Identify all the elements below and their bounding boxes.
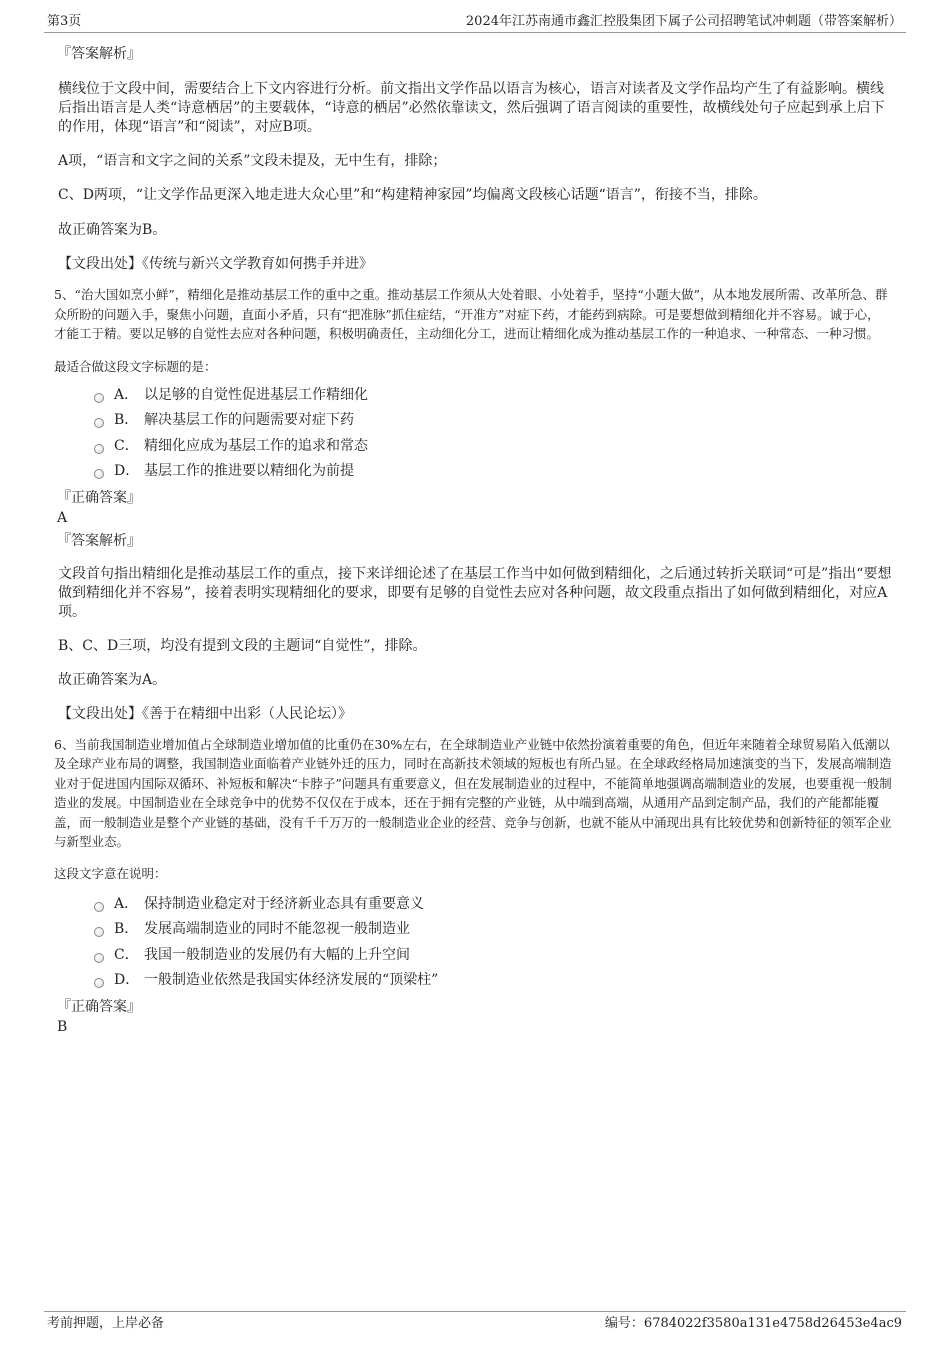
document-code: 编号：6784022f3580a131e4758d26453e4ac9 [604,1316,902,1331]
analysis-conclusion: 故正确答案为B。 [58,222,167,238]
option-a[interactable]: A． 保持制造业稳定对于经济新业态具有重要意义 [94,892,896,918]
analysis-point-bcd: B、C、D三项，均没有提到文段的主题词“自觉性”，排除。 [58,637,427,654]
correct-answer-label: 『正确答案』 [57,998,141,1015]
radio-icon[interactable] [94,469,104,479]
source-citation: 【文段出处】《善于在精细中出彩（人民论坛）》 [58,705,352,722]
option-label: 发展高端制造业的同时不能忽视一般制造业 [144,921,410,937]
radio-icon[interactable] [94,393,104,403]
analysis-label: 『答案解析』 [57,532,141,549]
document-title: 2024年江苏南通市鑫汇控股集团下属子公司招聘笔试冲刺题（带答案解析） [465,14,902,29]
option-label: 精细化应成为基层工作的追求和常态 [144,437,368,454]
source-citation: 【文段出处】《传统与新兴文学教育如何携手并进》 [58,256,373,272]
option-label: 以足够的自觉性促进基层工作精细化 [144,386,368,403]
option-b[interactable]: B． 发展高端制造业的同时不能忽视一般制造业 [94,917,896,943]
page-number: 第3页 [47,14,82,29]
page-footer [44,1311,906,1332]
question-5-text: 5、“治大国如烹小鲜”，精细化是推动基层工作的重中之重。推动基层工作须从大处着眼、小处着手，坚持“小题大做”，从本地发展所需、改革所急、群众所盼的问题入手，聚焦小问题，直面小矛盾，只有“把准脉”抓住症结，“开准方”对症下药，才能药到病除。可是要想做到精细化并不容易。诚于心，才能工于精。要以足够的自觉性去应对各种问题，积极明确责任，主动细化分工，进而让精细化成为推动基层工作的一种追求、一种常态、一种习惯。 [54,287,888,341]
radio-icon[interactable] [94,978,104,988]
option-label: 一般制造业依然是我国实体经济发展的“顶梁柱” [144,972,439,988]
option-d[interactable]: D． 一般制造业依然是我国实体经济发展的“顶梁柱” [94,968,896,994]
question-6-text: 6、当前我国制造业增加值占全球制造业增加值的比重仍在30%左右，在全球制造业产业链中依然扮演着重要的角色，但近年来随着全球贸易陷入低潮以及全球产业布局的调整，我国制造业面临着产业链外迁的压力，同时在高新技术领域的短板也有所凸显。在全球政经格局加速演变的当下，发展高端制造业对于促进国内国际双循环、补短板和解决“卡脖子”问题具有重要意义，但在发展制造业的过程中，不能简单地强调高端制造业的发展，也要重视一般制造业的发展。中国制造业在全球竞争中的优势不仅仅在于成本，还在于拥有完整的产业链，从中端到高端，从通用产品到定制产品，我们的产能都能覆盖，而一般制造业是整个产业链的基础，没有千千万万的一般制造业企业的经营、竞争与创新，也就不能从中涌现出具有比较优势和创新特征的领军企业与新型业态。 [54,736,892,849]
question-5-stem: 最适合做这段文字标题的是： [54,358,217,374]
option-label: 保持制造业稳定对于经济新业态具有重要意义 [144,895,424,912]
option-label: 基层工作的推进要以精细化为前提 [144,463,354,479]
question-5-options [94,383,896,485]
radio-icon[interactable] [94,953,104,963]
option-a[interactable]: A． 以足够的自觉性促进基层工作精细化 [94,383,896,409]
analysis-conclusion: 故正确答案为A。 [58,671,167,688]
option-label: 我国一般制造业的发展仍有大幅的上升空间 [144,946,410,963]
radio-icon[interactable] [94,444,104,454]
page-header [44,12,906,33]
analysis-point-cd: C、D两项，“让文学作品更深入地走进大众心里”和“构建精神家园”均偏离文段核心话题“语言”，衔接不当，排除。 [58,187,767,203]
question-6-stem: 这段文字意在说明： [54,865,167,881]
correct-answer: B [57,1018,68,1035]
document-content [54,44,896,1036]
correct-answer: A [57,509,68,526]
analysis-label: 『答案解析』 [57,46,141,62]
radio-icon[interactable] [94,418,104,428]
option-c[interactable]: C． 精细化应成为基层工作的追求和常态 [94,434,896,460]
analysis-point-a: A项，“语言和文字之间的关系”文段未提及，无中生有，排除； [58,153,447,169]
question-6-options [94,892,896,994]
analysis-paragraph: 文段首句指出精细化是推动基层工作的重点，接下来详细论述了在基层工作当中如何做到精细化，之后通过转折关联词“可是”指出“要想做到精细化并不容易”，接着表明实现精细化的要求，即要有足够的自觉性去应对各种问题，故文段重点指出了如何做到精细化，对应A项。 [58,565,892,620]
option-d[interactable]: D． 基层工作的推进要以精细化为前提 [94,459,896,485]
radio-icon[interactable] [94,902,104,912]
analysis-paragraph: 横线位于文段中间，需要结合上下文内容进行分析。前文指出文学作品以语言为核心，语言对读者及文学作品均产生了有益影响。横线后指出语言是人类“诗意栖居”的主要载体，“诗意的栖居”必然依靠读文，然后强调了语言阅读的重要性，故横线处句子应起到承上启下的作用，体现“语言”和“阅读”，对应B项。 [58,81,885,135]
option-b[interactable]: B． 解决基层工作的问题需要对症下药 [94,408,896,434]
correct-answer-label: 『正确答案』 [57,489,141,506]
option-label: 解决基层工作的问题需要对症下药 [144,412,354,428]
radio-icon[interactable] [94,927,104,937]
option-c[interactable]: C． 我国一般制造业的发展仍有大幅的上升空间 [94,943,896,969]
footer-slogan: 考前押题，上岸必备 [47,1316,165,1331]
